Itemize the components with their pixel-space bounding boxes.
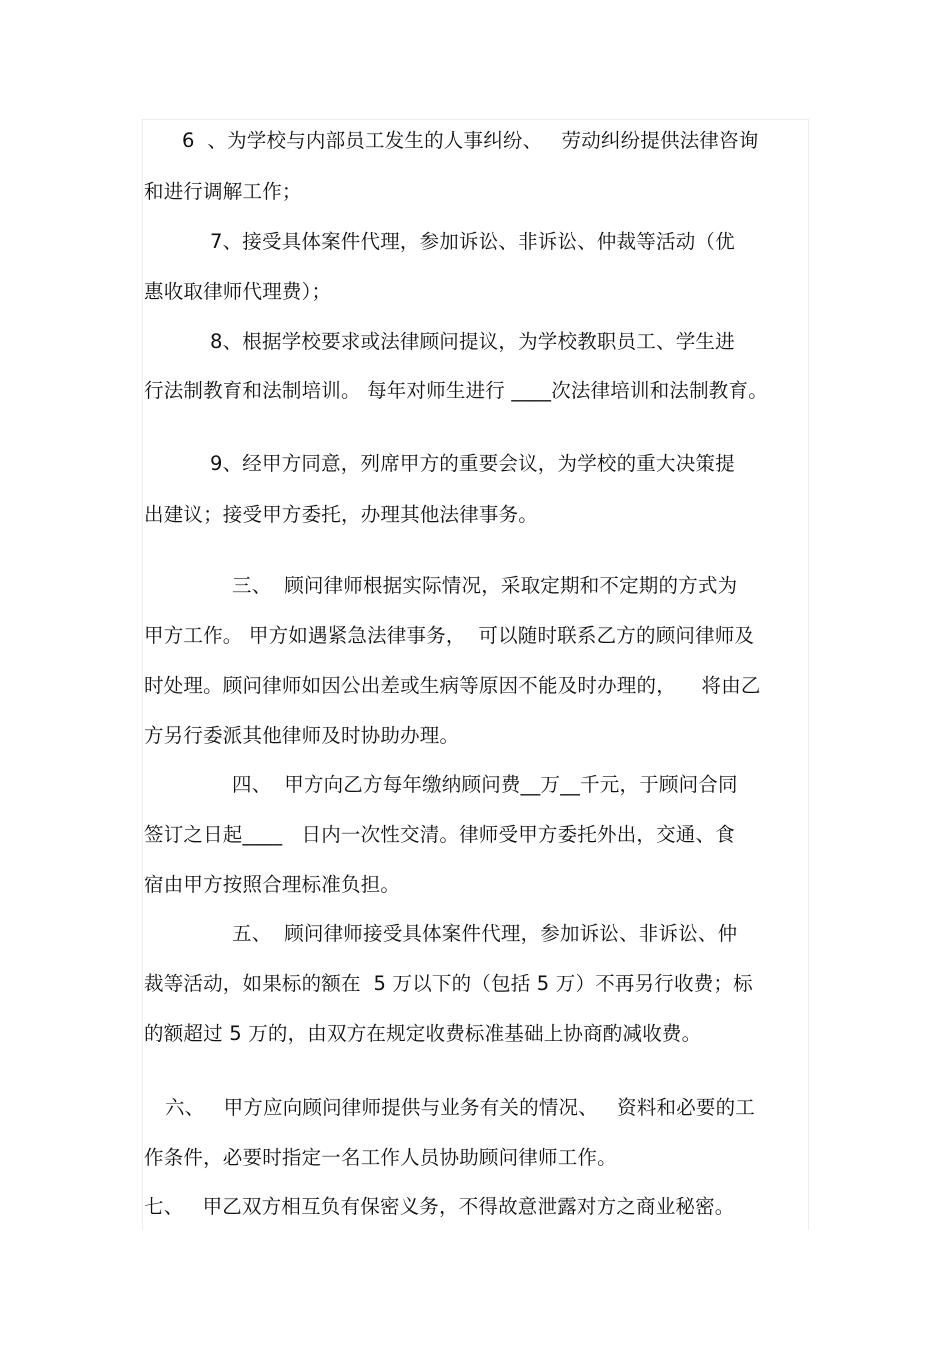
- section-6-line-1: 六、 甲方应向顾问律师提供与业务有关的情况、 资料和必要的工: [165, 1096, 755, 1119]
- section-3-line-3: 时处理。顾问律师如因公出差或生病等原因不能及时办理的， 将由乙: [144, 674, 761, 697]
- clause-8-line-1: 8、根据学校要求或法律顾问提议，为学校教职员工、学生进: [210, 330, 735, 353]
- clause-6-line-1: 6 、为学校与内部员工发生的人事纠纷、 劳动纠纷提供法律咨询: [182, 129, 759, 152]
- section-7-line-1: 七、 甲乙双方相互负有保密义务，不得故意泄露对方之商业秘密。: [144, 1195, 735, 1218]
- section-3-line-2: 甲方工作。 甲方如遇紧急法律事务， 可以随时联系乙方的顾问律师及: [144, 624, 755, 647]
- clause-6-line-2: 和进行调解工作；: [144, 180, 302, 203]
- section-5-line-1: 五、 顾问律师接受具体案件代理，参加诉讼、非诉讼、仲: [232, 922, 738, 945]
- section-4-line-3: 宿由甲方按照合理标准负担。: [144, 873, 401, 896]
- clause-9-line-1: 9、经甲方同意，列席甲方的重要会议，为学校的重大决策提: [210, 452, 735, 475]
- section-3-line-1: 三、 顾问律师根据实际情况，采取定期和不定期的方式为: [232, 574, 738, 597]
- section-5-line-2: 裁等活动，如果标的额在 5 万以下的（包括 5 万）不再另行收费；标: [144, 972, 753, 995]
- section-5-line-3: 的额超过 5 万的，由双方在规定收费标准基础上协商酌减收费。: [144, 1022, 702, 1045]
- clause-8-line-2: 行法制教育和法制培训。 每年对师生进行 ____次法律培训和法制教育。: [144, 379, 768, 402]
- clause-9-line-2: 出建议；接受甲方委托，办理其他法律事务。: [144, 503, 539, 526]
- section-6-line-2: 作条件，必要时指定一名工作人员协助顾问律师工作。: [144, 1146, 617, 1169]
- section-4-line-1: 四、 甲方向乙方每年缴纳顾问费__万__千元，于顾问合同: [232, 773, 738, 796]
- clause-7-line-2: 惠收取律师代理费）；: [144, 280, 332, 303]
- section-3-line-4: 方另行委派其他律师及时协助办理。: [144, 724, 460, 747]
- section-4-line-2: 签订之日起____ 日内一次性交清。律师受甲方委托外出，交通、食: [144, 823, 735, 846]
- clause-7-line-1: 7、接受具体案件代理，参加诉讼、非诉讼、仲裁等活动（优: [210, 230, 735, 253]
